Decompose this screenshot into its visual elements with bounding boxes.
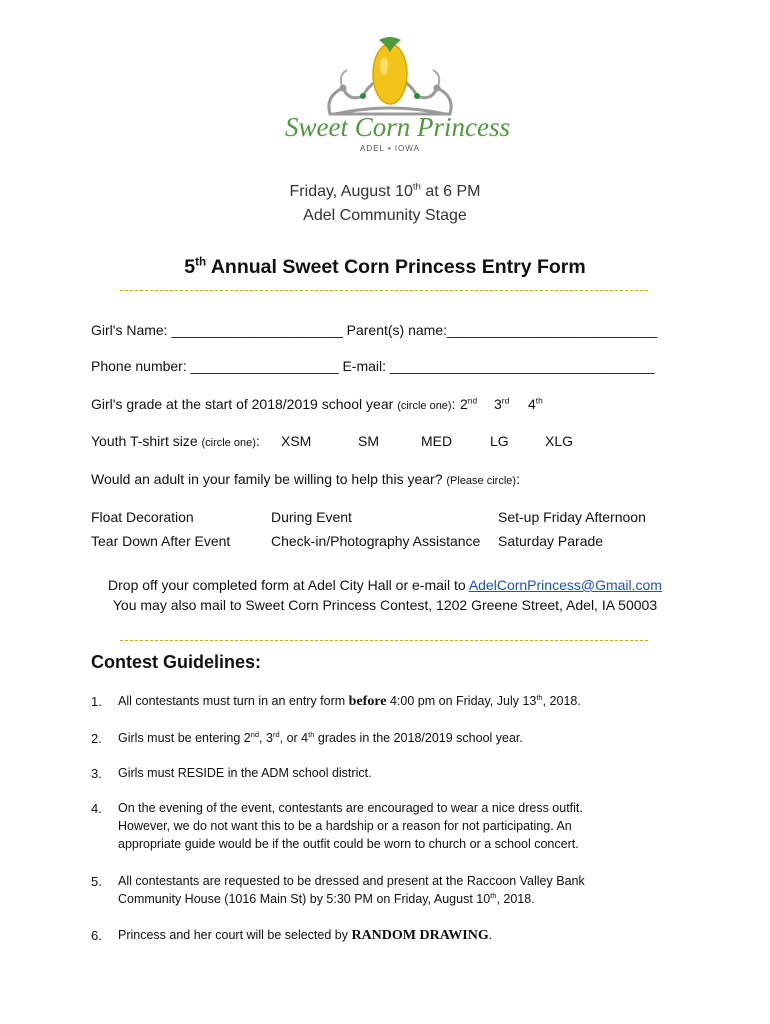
form-title: 5th Annual Sweet Corn Princess Entry Form [184,255,586,278]
guideline-4-number: 4. [91,801,102,816]
tshirt-option-xlg[interactable]: XLG [545,433,574,449]
tshirt-option-lg[interactable]: LG [490,433,509,449]
guideline-4: On the evening of the event, contestants are encouraged to wear a nice dress outfit. However, we do not want this to be a hardship or a reason for not participating. An appropriate guide would be if the outfit could be worn to church or a school concert. [118,801,583,851]
tshirt-option-med[interactable]: MED [421,433,453,449]
grade-option-3rd[interactable]: 3rd [494,395,510,412]
guideline-1-number: 1. [91,694,102,709]
help-option-float-decoration[interactable]: Float Decoration [91,509,194,525]
guideline-5-number: 5. [91,874,102,889]
divider-top [120,290,648,291]
sweet-corn-princess-logo [285,36,510,158]
guideline-6-number: 6. [91,928,102,943]
guideline-2: Girls must be entering 2nd, 3rd, or 4th grades in the 2018/2019 school year. [118,729,523,745]
guideline-3: Girls must RESIDE in the ADM school district. [118,766,372,780]
help-option-saturday-parade[interactable]: Saturday Parade [498,533,604,549]
name-field-line[interactable]: Girl's Name: ______________________ Parent(s) name:___________________________ [91,322,658,338]
dropoff-line-2: You may also mail to Sweet Corn Princess Contest, 1202 Greene Street, Adel, IA 50003 [112,597,658,613]
grade-option-2nd[interactable]: 2nd [460,395,478,412]
logo-title: Sweet Corn Princess [285,112,510,142]
tshirt-option-sm[interactable]: SM [358,433,379,449]
help-option-checkin-photography[interactable]: Check-in/Photography Assistance [271,533,481,549]
guideline-1: All contestants must turn in an entry form before 4:00 pm on Friday, July 13th, 2018. [118,692,581,709]
event-date-line: Friday, August 10th at 6 PM [289,181,481,200]
grade-label: Girl's grade at the start of 2018/2019 school year (circle one): [91,396,456,412]
tshirt-option-xsm[interactable]: XSM [281,433,312,449]
guideline-2-number: 2. [91,731,102,746]
dropoff-line-1: Drop off your completed form at Adel City Hall or e-mail to AdelCornPrincess@Gmail.com [108,577,662,593]
help-option-tear-down[interactable]: Tear Down After Event [91,533,231,549]
guideline-5: All contestants are requested to be dressed and present at the Raccoon Valley Bank Community House (1016 Main St) by 5:30 PM on Friday, August 10th, 2018. [118,874,585,906]
grade-option-4th[interactable]: 4th [528,395,543,412]
guideline-3-number: 3. [91,766,102,781]
guideline-6: Princess and her court will be selected by RANDOM DRAWING. [118,928,493,943]
help-question: Would an adult in your family be willing to help this year? (Please circle): [91,471,520,487]
tshirt-label: Youth T-shirt size (circle one): [91,433,260,449]
help-option-setup-friday[interactable]: Set-up Friday Afternoon [498,509,646,525]
event-location: Adel Community Stage [303,207,467,224]
phone-email-field-line[interactable]: Phone number: ___________________ E-mail: __________________________________ [91,358,655,374]
logo-subtitle: ADEL • IOWA [360,144,420,153]
divider-bottom [120,640,648,641]
guidelines-title: Contest Guidelines: [91,652,262,672]
email-link[interactable]: AdelCornPrincess@Gmail.com [468,577,662,593]
help-option-during-event[interactable]: During Event [271,509,352,525]
